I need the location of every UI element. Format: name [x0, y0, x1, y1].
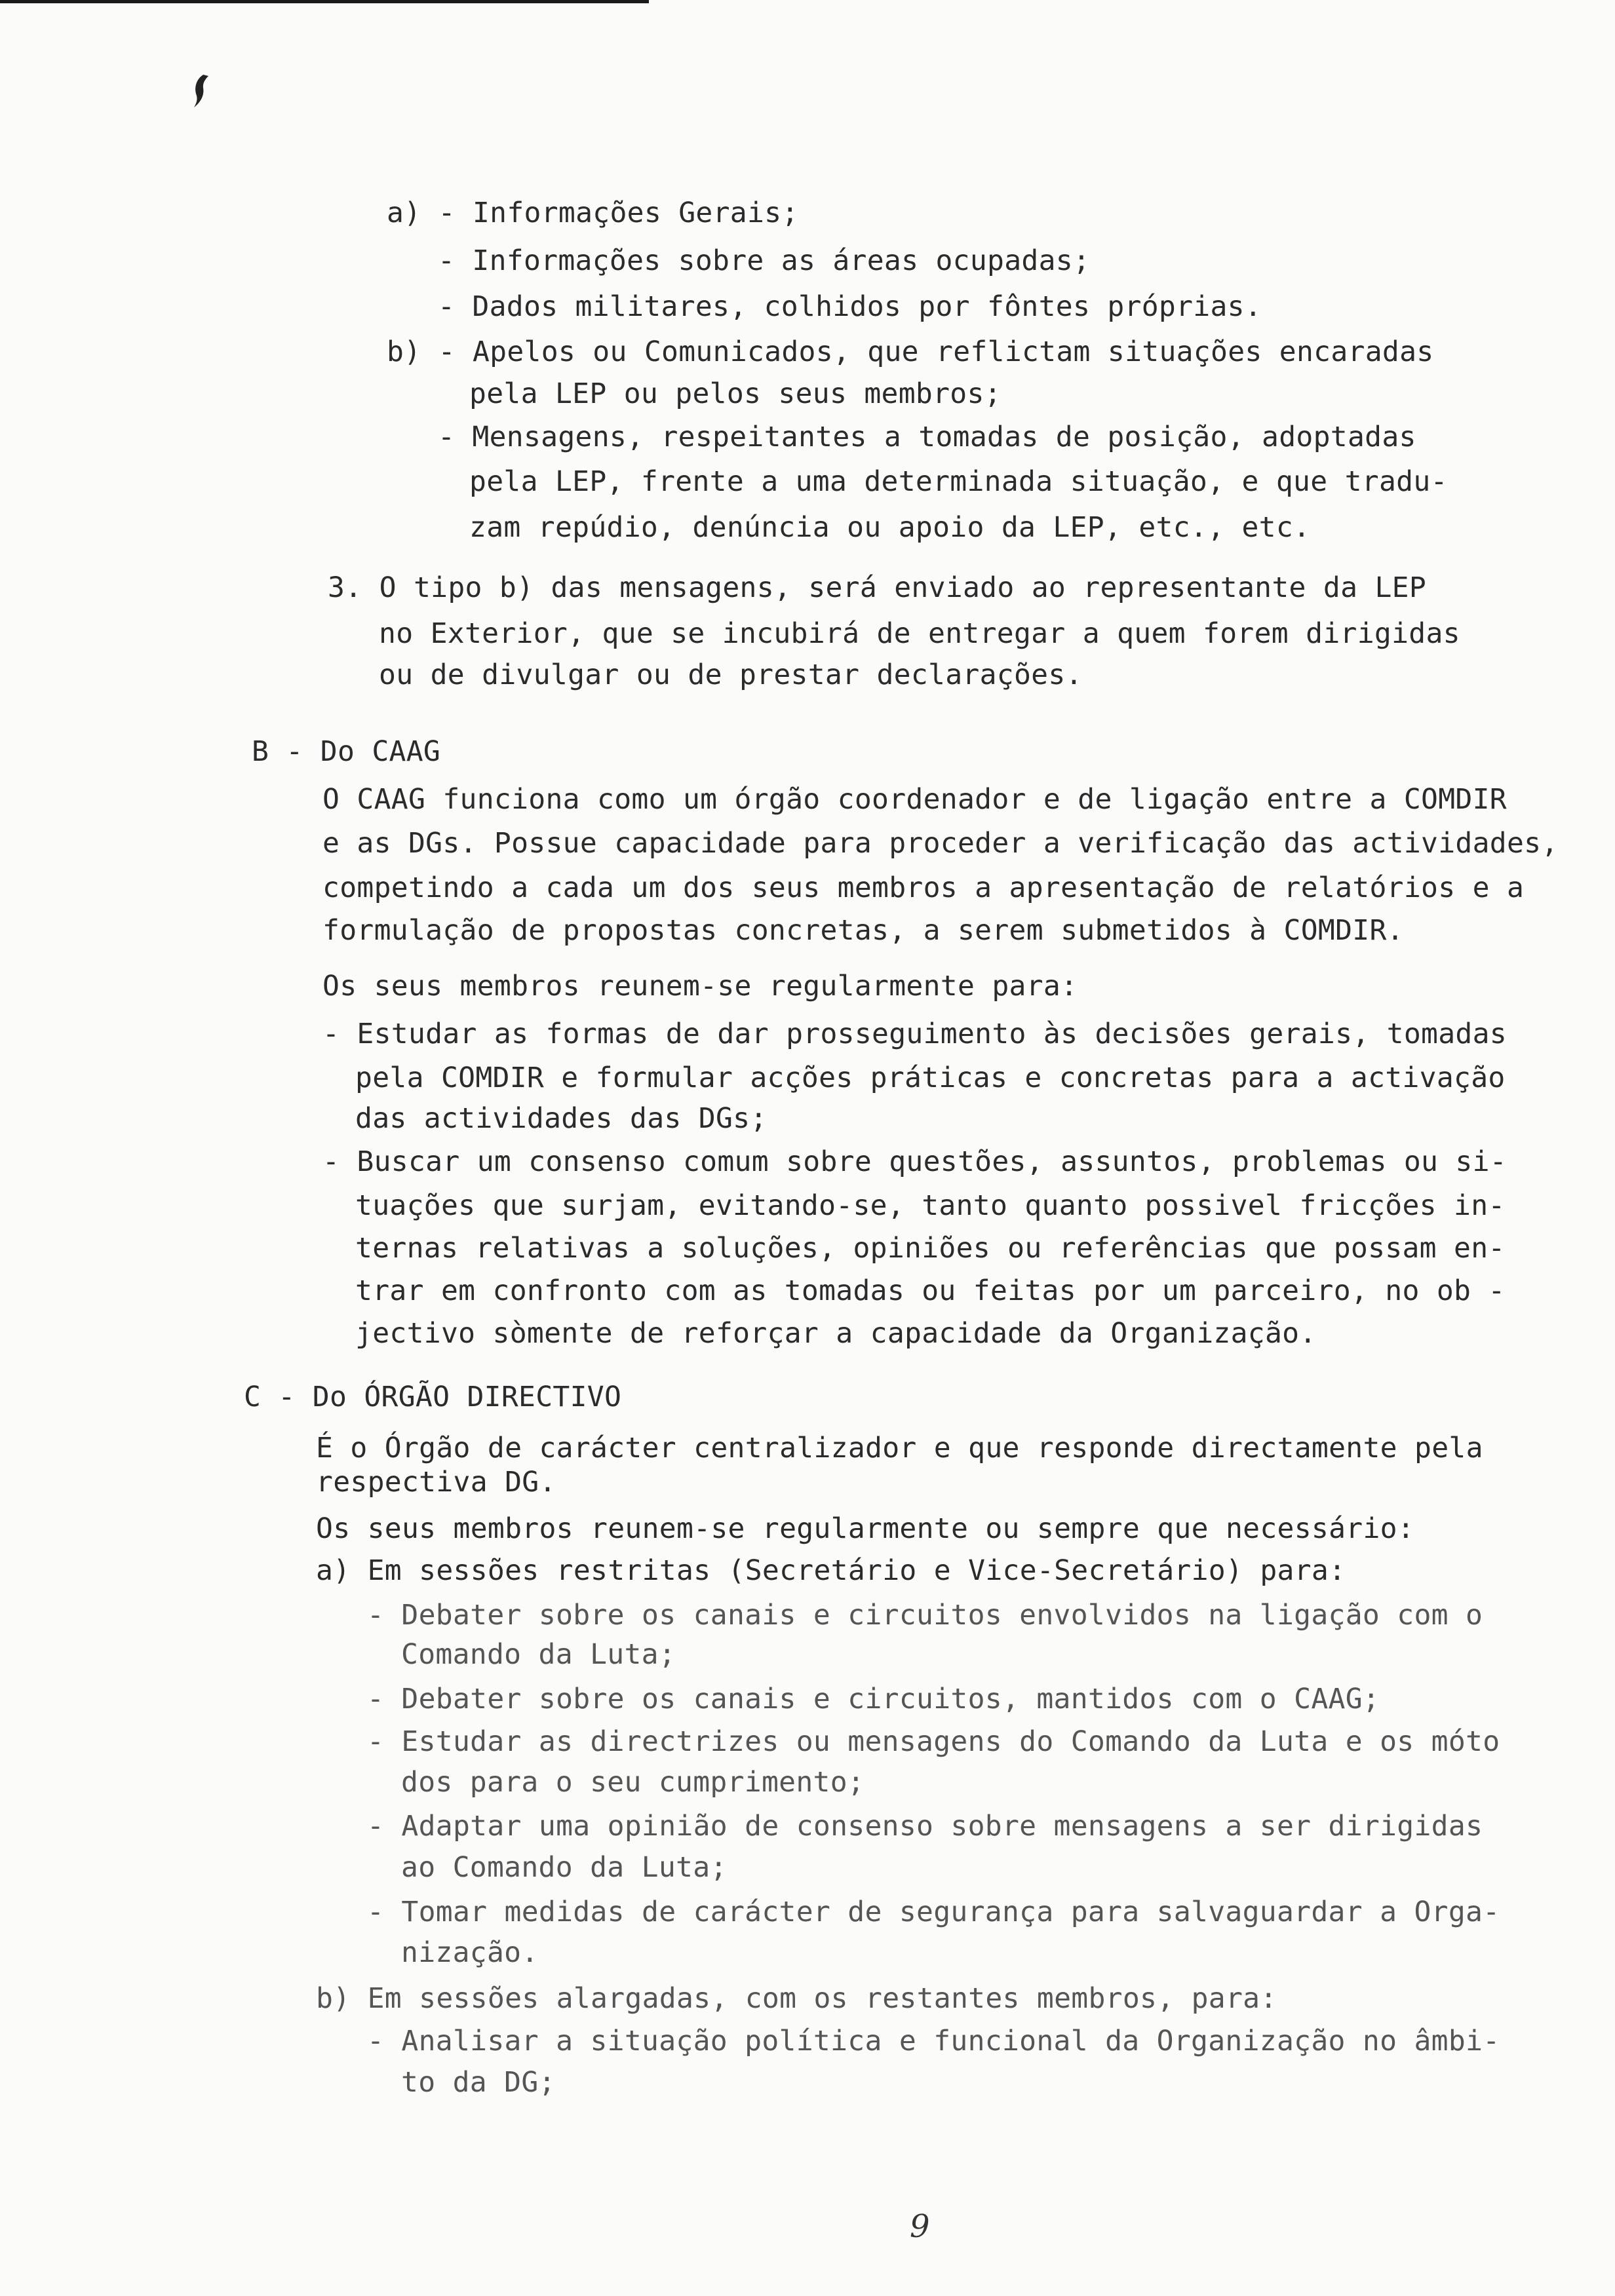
section-b-bullet-2-line-4: trar em confronto com as tomadas ou feitas por um parceiro, no ob -	[355, 1274, 1506, 1307]
section-b-paragraph-line-2: e as DGs. Possue capacidade para proceder a verificação das actividades,	[322, 827, 1559, 860]
section-c-a-bullet-5-line-1: - Tomar medidas de carácter de segurança para salvaguardar a Orga-	[367, 1896, 1500, 1928]
section-b-bullet-1-line-1: - Estudar as formas de dar prosseguimento às decisões gerais, tomadas	[322, 1018, 1507, 1050]
item-b-bullet-line-2: pela LEP, frente a uma determinada situação, e que tradu-	[469, 465, 1448, 498]
page-number: 9	[910, 2208, 930, 2245]
section-c-a-bullet-4-line-1: - Adaptar uma opinião de consenso sobre mensagens a ser dirigidas	[367, 1810, 1483, 1843]
item-a-heading: a) - Informações Gerais;	[387, 197, 799, 229]
item-b-bullet-line-1: - Mensagens, respeitantes a tomadas de posição, adoptadas	[438, 421, 1416, 453]
section-c-heading: C - Do ÓRGÃO DIRECTIVO	[244, 1381, 622, 1413]
section-c-intro: Os seus membros reunem-se regularmente ou sempre que necessário:	[316, 1512, 1415, 1545]
section-b-bullet-2-line-2: tuações que surjam, evitando-se, tanto quanto possivel fricções in-	[355, 1189, 1506, 1222]
section-c-a-heading: a) Em sessões restritas (Secretário e Vice-Secretário) para:	[316, 1554, 1346, 1587]
section-b-bullet-2-line-3: ternas relativas a soluções, opiniões ou referências que possam en-	[355, 1232, 1506, 1265]
section-c-a-bullet-1-line-2: Comando da Luta;	[401, 1638, 676, 1671]
section-c-b-bullet-1-line-1: - Analisar a situação política e funcional da Organização no âmbi-	[367, 2025, 1500, 2057]
section-c-a-bullet-5-line-2: nização.	[401, 1936, 539, 1969]
item-a-bullet-2: - Dados militares, colhidos por fôntes próprias.	[438, 290, 1262, 323]
item-a-bullet-1: - Informações sobre as áreas ocupadas;	[438, 244, 1091, 277]
item-b-line-2: pela LEP ou pelos seus membros;	[469, 377, 1002, 410]
section-b-paragraph-line-4: formulação de propostas concretas, a serem submetidos à COMDIR.	[322, 914, 1404, 947]
section-c-a-bullet-4-line-2: ao Comando da Luta;	[401, 1851, 728, 1884]
section-c-b-bullet-1-line-2: to da DG;	[401, 2066, 556, 2099]
section-b-bullet-2-line-1: - Buscar um consenso comum sobre questões, assuntos, problemas ou si-	[322, 1145, 1507, 1178]
point-3-line-1: 3. O tipo b) das mensagens, será enviado ao representante da LEP	[328, 571, 1427, 604]
section-c-a-bullet-1-line-1: - Debater sobre os canais e circuitos envolvidos na ligação com o	[367, 1599, 1483, 1632]
section-c-paragraph-line-2: respectiva DG.	[316, 1466, 556, 1499]
section-b-paragraph-line-1: O CAAG funciona como um órgão coordenador e de ligação entre a COMDIR	[322, 783, 1507, 816]
section-b-bullet-2-line-5: jectivo sòmente de reforçar a capacidade da Organização.	[355, 1317, 1317, 1350]
item-b-bullet-line-3: zam repúdio, denúncia ou apoio da LEP, etc., etc.	[469, 511, 1311, 544]
section-c-a-bullet-3-line-1: - Estudar as directrizes ou mensagens do Comando da Luta e os móto	[367, 1725, 1500, 1758]
point-3-line-2: no Exterior, que se incubirá de entregar a quem forem dirigidas	[379, 617, 1460, 650]
point-3-line-3: ou de divulgar ou de prestar declarações.	[379, 659, 1083, 691]
section-b-heading: B - Do CAAG	[252, 735, 441, 768]
ink-mark-icon	[191, 73, 211, 109]
section-c-a-bullet-2: - Debater sobre os canais e circuitos, mantidos com o CAAG;	[367, 1683, 1380, 1715]
section-c-paragraph-line-1: É o Órgão de carácter centralizador e que responde directamente pela	[316, 1432, 1483, 1464]
item-b-line-1: b) - Apelos ou Comunicados, que reflictam situações encaradas	[387, 335, 1434, 368]
section-b-paragraph-line-3: competindo a cada um dos seus membros a apresentação de relatórios e a	[322, 871, 1525, 904]
section-c-a-bullet-3-line-2: dos para o seu cumprimento;	[401, 1766, 865, 1799]
section-c-b-heading: b) Em sessões alargadas, com os restantes membros, para:	[316, 1982, 1277, 2015]
section-b-bullet-1-line-2: pela COMDIR e formular acções práticas e concretas para a activação	[355, 1062, 1506, 1094]
top-rule	[0, 0, 649, 3]
section-b-intro: Os seus membros reunem-se regularmente para:	[322, 970, 1078, 1003]
section-b-bullet-1-line-3: das actividades das DGs;	[355, 1102, 768, 1135]
